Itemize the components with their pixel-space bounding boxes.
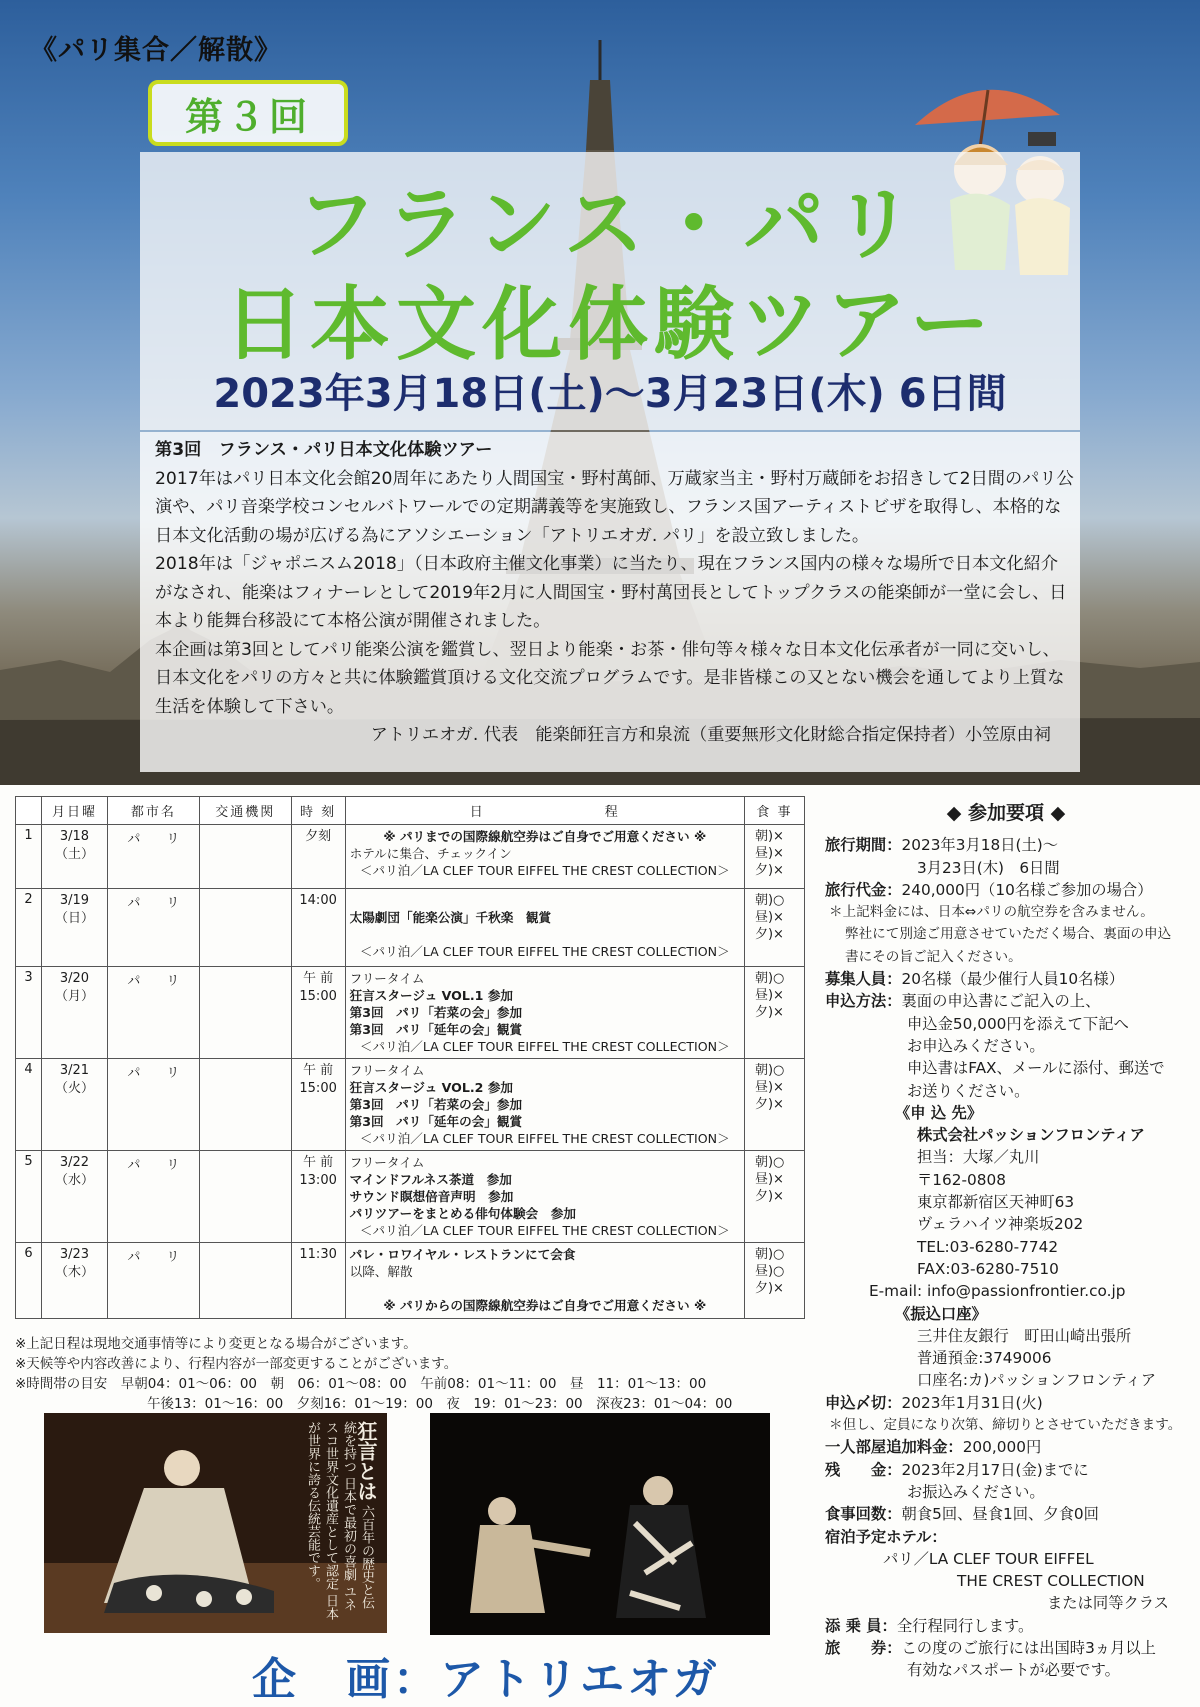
meal-mark: 昼)○: [754, 1264, 785, 1279]
deadline-label: 申込〆切：: [825, 1393, 902, 1412]
intro-paragraph: 2018年は「ジャポニスム2018」（日本政府主催文化事業）に当たり、現在フランス国内の様々な場所で日本文化紹介がなされ、能楽はフィナーレとして2019年2月に人間国宝・野村萬団長としてトップクラスの能楽師が一堂に会し、日本より能舞台移設にて本格公演が開催されました。: [155, 554, 1067, 631]
col-header-date: 月日曜: [41, 797, 107, 825]
schedule-row: [16, 1059, 805, 1151]
row-time-value: 夕刻: [305, 829, 332, 844]
row-itinerary: [345, 1151, 744, 1243]
itinerary-line: フリータイム: [349, 1155, 425, 1170]
phone-number: TEL:03-6280-7742: [917, 1237, 1059, 1256]
intro-paragraph: 2017年はパリ日本文化会館20周年にあたり人間国宝・野村萬師、万蔵家当主・野村万蔵師をお招きして2日間のパリ公演や、パリ音楽学校コンセルバトワールでの定期講義等を実施致し、フランス国アーティストビザを取得し、本格的な日本文化活動の場が広げる為にアソシエーション「アトリエオガ. パリ」を設立致しました。: [155, 468, 1074, 546]
note-line: ※時間帯の目安 早朝04：01～06：00 朝 06：01～08：00 午前08：01～11：00 昼 11：01～13：00: [15, 1376, 707, 1392]
intro-signature: アトリエオガ. 代表 能楽師狂言方和泉流（重要無形文化財総合指定保持者）小笠原由祠: [370, 725, 1051, 745]
itinerary-line: サウンド瞑想倍音声明 参加: [349, 1189, 514, 1204]
kyogen-duo-photo: [430, 1413, 770, 1635]
apply-label: 申込方法：: [825, 992, 902, 1011]
meal-mark: 朝)○: [754, 1247, 785, 1262]
passport-value-2: 有効なパスポートが必要です。: [907, 1661, 1120, 1680]
itinerary-line: ＜パリ泊／LA CLEF TOUR EIFFEL THE CREST COLLECTION＞: [359, 863, 730, 878]
meeting-tag: 《パリ集合／解散》: [30, 35, 282, 66]
row-date-value: 3/23: [59, 1247, 90, 1262]
col-header-city: 都市名: [107, 797, 199, 825]
bank-title: 《振込口座》: [895, 1304, 987, 1323]
kyogen-caption-line: 日本が世界に誇る伝統芸能です。: [305, 1421, 338, 1621]
apply-text: お送りください。: [907, 1081, 1030, 1100]
itinerary-line: 第3回 パリ「延年の会」観賞: [349, 1114, 523, 1129]
note-line: 午後13：01～16：00 夕刻16：01～19：00 夜 19：01～23：00 深夜23：01～04：00: [147, 1396, 733, 1412]
row-date: [41, 1059, 107, 1151]
bank-name: 三井住友銀行 町田山崎出張所: [917, 1326, 1132, 1345]
row-number: 5: [16, 1151, 42, 1243]
row-number: 3: [16, 967, 42, 1059]
price-value: 240,000円（10名様ご参加の場合）: [901, 880, 1153, 899]
row-time-value: 午 前: [303, 1155, 334, 1170]
capacity-value: 20名様（最少催行人員10名様）: [901, 970, 1124, 989]
note-line: ※上記日程は現地交通事情等により変更となる場合がございます。: [15, 1336, 417, 1352]
apply-text: 申込金50,000円を添えて下記へ: [907, 1014, 1129, 1033]
row-meals: [744, 889, 804, 967]
row-weekday: （月）: [54, 989, 94, 1004]
row-meals: [744, 1151, 804, 1243]
schedule-row: [16, 825, 805, 889]
period-value-2: 3月23日(木) 6日間: [917, 858, 1060, 877]
row-itinerary: [345, 967, 744, 1059]
apply-text: 裏面の申込書にご記入の上、: [901, 992, 1101, 1011]
intro-text: [155, 436, 1075, 750]
title-line-1: フランス・パリ: [296, 177, 924, 271]
itinerary-line: ※ パリまでの国際線航空券はご自身でご用意ください ※: [383, 829, 707, 844]
row-weekday: （日）: [54, 911, 94, 926]
kyogen-caption: [303, 1421, 378, 1621]
row-city: パ リ: [107, 825, 199, 889]
itinerary-line: [350, 892, 740, 909]
period-value: 2023年3月18日(土)～: [901, 836, 1059, 855]
schedule-row: [16, 889, 805, 967]
balance-label: 残 金：: [825, 1460, 902, 1479]
itinerary-line: 狂言スタージュ VOL.2 参加: [349, 1080, 514, 1095]
row-date-value: 3/18: [59, 829, 90, 844]
hotel-name: THE CREST COLLECTION: [957, 1572, 1145, 1591]
deadline-value: 2023年1月31日(火): [901, 1393, 1043, 1412]
meal-mark: 夕)×: [754, 927, 784, 942]
itinerary-line: パリツアーをまとめる俳句体験会 参加: [349, 1206, 576, 1221]
schedule-header-row: [16, 797, 805, 825]
passport-label: 旅 券：: [825, 1638, 902, 1657]
itinerary-line: ※ パリからの国際線航空券はご自身でご用意ください ※: [383, 1298, 707, 1313]
itinerary-line: フリータイム: [349, 1063, 425, 1078]
row-meals: [744, 825, 804, 889]
row-time-value: 13:00: [299, 1173, 337, 1188]
schedule-row: [16, 967, 805, 1059]
email-address: E-mail: info@passionfrontier.co.jp: [869, 1282, 1126, 1301]
row-number: 4: [16, 1059, 42, 1151]
intro-heading: 第3回 フランス・パリ日本文化体験ツアー: [155, 440, 493, 460]
single-room-label: 一人部屋追加料金：: [825, 1438, 963, 1457]
itinerary-line: 第3回 パリ「延年の会」観賞: [349, 1022, 523, 1037]
row-time-value: 午 前: [303, 971, 334, 986]
price-label: 旅行代金：: [825, 880, 902, 899]
row-time-value: 14:00: [299, 893, 337, 908]
title-line-2: 日本文化体験ツアー: [224, 277, 996, 371]
itinerary-line: ホテルに集合、チェックイン: [349, 846, 512, 861]
meal-mark: 昼)×: [754, 846, 784, 861]
row-weekday: （土）: [54, 847, 94, 862]
row-date: [41, 825, 107, 889]
apply-text: 申込書はFAX、メールに添付、郵送で: [907, 1059, 1165, 1078]
row-number: 6: [16, 1243, 42, 1319]
row-time: [291, 967, 345, 1059]
itinerary-line: 狂言スタージュ VOL.1 参加: [349, 988, 514, 1003]
row-date-value: 3/22: [59, 1155, 90, 1170]
row-time: [291, 825, 345, 889]
itinerary-line: 以降、解散: [349, 1264, 413, 1279]
meal-mark: 朝)○: [754, 971, 785, 986]
balance-value-2: お振込みください。: [907, 1482, 1045, 1501]
row-city: パ リ: [107, 889, 199, 967]
row-city: パ リ: [107, 1151, 199, 1243]
meal-mark: 昼)×: [754, 1080, 784, 1095]
row-itinerary: [345, 889, 744, 967]
row-weekday: （水）: [54, 1173, 94, 1188]
itinerary-line: パレ・ロワイヤル・レストランにて会食: [349, 1247, 576, 1262]
row-meals: [744, 1059, 804, 1151]
schedule-notes: [15, 1334, 815, 1414]
single-room-value: 200,000円: [962, 1438, 1042, 1457]
itinerary-line: 太陽劇団「能楽公演」千秋楽 観賞: [349, 910, 552, 925]
escort-label: 添 乗 員：: [825, 1616, 897, 1635]
itinerary-line: ＜パリ泊／LA CLEF TOUR EIFFEL THE CREST COLLECTION＞: [359, 1223, 730, 1238]
row-time: [291, 1243, 345, 1319]
row-date-value: 3/20: [59, 971, 90, 986]
row-time-value: 11:30: [299, 1247, 337, 1262]
row-number: 2: [16, 889, 42, 967]
meal-mark: 昼)×: [754, 1172, 784, 1187]
row-meals: [744, 967, 804, 1059]
row-time-value: 15:00: [299, 1081, 337, 1096]
row-date: [41, 889, 107, 967]
address-line: ヴェラハイツ神楽坂202: [917, 1215, 1084, 1234]
capacity-label: 募集人員：: [825, 970, 902, 989]
itinerary-line: マインドフルネス茶道 参加: [349, 1172, 512, 1187]
requirements-title: ◆ 参加要項 ◆: [946, 802, 1066, 824]
row-transport: [199, 967, 291, 1059]
schedule-table: [15, 796, 805, 1319]
row-meals: [744, 1243, 804, 1319]
row-transport: [199, 889, 291, 967]
meal-mark: 夕)×: [754, 1189, 784, 1204]
kyogen-caption-line: 日本で最初の喜劇: [341, 1477, 356, 1582]
row-transport: [199, 1243, 291, 1319]
address-line: 東京都新宿区天神町63: [917, 1193, 1075, 1212]
row-date: [41, 1243, 107, 1319]
period-label: 旅行期間：: [825, 836, 902, 855]
schedule-body: [16, 825, 805, 1319]
contact-person: 担当：大塚／丸川: [917, 1148, 1040, 1167]
kyogen-caption-title: 狂言とは: [354, 1421, 378, 1501]
escort-value: 全行程同行します。: [896, 1616, 1034, 1635]
row-date-value: 3/21: [59, 1063, 90, 1078]
col-header-itinerary: 日 程: [345, 797, 744, 825]
meals-label: 食事回数：: [825, 1505, 902, 1524]
fax-number: FAX:03-6280-7510: [917, 1259, 1059, 1278]
itinerary-line: 第3回 パリ「若菜の会」参加: [349, 1005, 523, 1020]
intro-paragraph: 本企画は第3回としてパリ能楽公演を鑑賞し、翌日より能楽・お茶・俳句等々様々な日本文化伝承者が一同に交いし、日本文化をパリの方々と共に体験鑑賞頂ける文化交流プログラムです。是非皆様この又とない機会を通してより上質な生活を体験して下さい。: [155, 639, 1065, 717]
row-itinerary: [345, 1243, 744, 1319]
row-city: パ リ: [107, 967, 199, 1059]
planner-credit: 企 画：アトリエオガ: [252, 1654, 720, 1705]
meal-mark: 朝)○: [754, 1063, 785, 1078]
schedule-row: [16, 1243, 805, 1319]
itinerary-line: フリータイム: [349, 971, 425, 986]
row-transport: [199, 1059, 291, 1151]
row-time: [291, 889, 345, 967]
account-number: 普通預金:3749006: [917, 1349, 1052, 1368]
meal-mark: 朝)○: [754, 1155, 785, 1170]
itinerary-line: ＜パリ泊／LA CLEF TOUR EIFFEL THE CREST COLLECTION＞: [359, 944, 730, 959]
row-number: 1: [16, 825, 42, 889]
kyogen-duo-image: [430, 1413, 770, 1635]
itinerary-line: ＜パリ泊／LA CLEF TOUR EIFFEL THE CREST COLLECTION＞: [359, 1131, 730, 1146]
row-city: パ リ: [107, 1059, 199, 1151]
balance-value: 2023年2月17日(金)までに: [901, 1460, 1089, 1479]
row-city: パ リ: [107, 1243, 199, 1319]
row-date-value: 3/19: [59, 893, 90, 908]
row-transport: [199, 1151, 291, 1243]
meal-mark: 夕)×: [754, 1097, 784, 1112]
col-header-meals: 食 事: [744, 797, 804, 825]
row-time-value: 午 前: [303, 1063, 334, 1078]
itinerary-line: [350, 1280, 740, 1297]
row-transport: [199, 825, 291, 889]
kyogen-performer-photo: [44, 1413, 387, 1633]
apply-text: お申込みください。: [907, 1036, 1045, 1055]
price-note: ＊上記料金には、日本⇔パリの航空券を含みません。: [829, 904, 1154, 921]
row-itinerary: [345, 1059, 744, 1151]
kyogen-caption-line: ユネスコ世界文化遺産として認定: [323, 1421, 356, 1612]
row-weekday: （火）: [54, 1081, 94, 1096]
hotel-alt: または同等クラス: [1047, 1594, 1169, 1613]
requirements-section: [825, 802, 1187, 1682]
postal-code: 〒162-0808: [917, 1170, 1006, 1189]
itinerary-line: [350, 926, 740, 943]
price-note: 弊社にて別途ご用意させていただく場合、裏面の申込: [845, 926, 1172, 943]
schedule-row: [16, 1151, 805, 1243]
col-header-time: 時 刻: [291, 797, 345, 825]
row-date: [41, 1151, 107, 1243]
passport-value: この度のご旅行には出国時3ヵ月以上: [901, 1638, 1156, 1657]
meals-value: 朝食5回、昼食1回、夕食0回: [901, 1505, 1099, 1524]
itinerary-line: ＜パリ泊／LA CLEF TOUR EIFFEL THE CREST COLLECTION＞: [359, 1039, 730, 1054]
note-line: ※天候等や内容改善により、行程内容が一部変更することがございます。: [15, 1356, 458, 1372]
meal-mark: 夕)×: [754, 863, 784, 878]
row-weekday: （木）: [54, 1265, 94, 1280]
col-header-no: [16, 797, 42, 825]
col-header-transport: 交通機関: [199, 797, 291, 825]
meal-mark: 朝)×: [754, 829, 784, 844]
hotel-name: パリ／LA CLEF TOUR EIFFEL: [883, 1549, 1094, 1568]
meal-mark: 朝)○: [754, 893, 785, 908]
company-name: 株式会社パッションフロンティア: [917, 1126, 1145, 1145]
meal-mark: 夕)×: [754, 1005, 784, 1020]
row-time: [291, 1059, 345, 1151]
tour-dates: 2023年3月18日(土)～3月23日(木) 6日間: [213, 371, 1007, 417]
meal-mark: 夕)×: [754, 1281, 784, 1296]
hotel-label: 宿泊予定ホテル：: [825, 1527, 947, 1546]
row-date: [41, 967, 107, 1059]
price-note: 書にその旨ご記入ください。: [845, 948, 1022, 965]
meal-mark: 昼)×: [754, 910, 784, 925]
row-itinerary: [345, 825, 744, 889]
kyogen-caption-line: 六百年の歴史と伝統を持つ: [341, 1421, 374, 1610]
meal-mark: 昼)×: [754, 988, 784, 1003]
account-name: 口座名:カ)パッションフロンティア: [917, 1371, 1157, 1390]
row-time: [291, 1151, 345, 1243]
deadline-note: ＊但し、定員になり次第、締切りとさせていただきます。: [829, 1417, 1182, 1434]
destination-title: 《申 込 先》: [895, 1103, 983, 1122]
row-time-value: 15:00: [299, 989, 337, 1004]
itinerary-line: 第3回 パリ「若菜の会」参加: [349, 1097, 523, 1112]
edition-badge: 第３回: [148, 80, 348, 146]
